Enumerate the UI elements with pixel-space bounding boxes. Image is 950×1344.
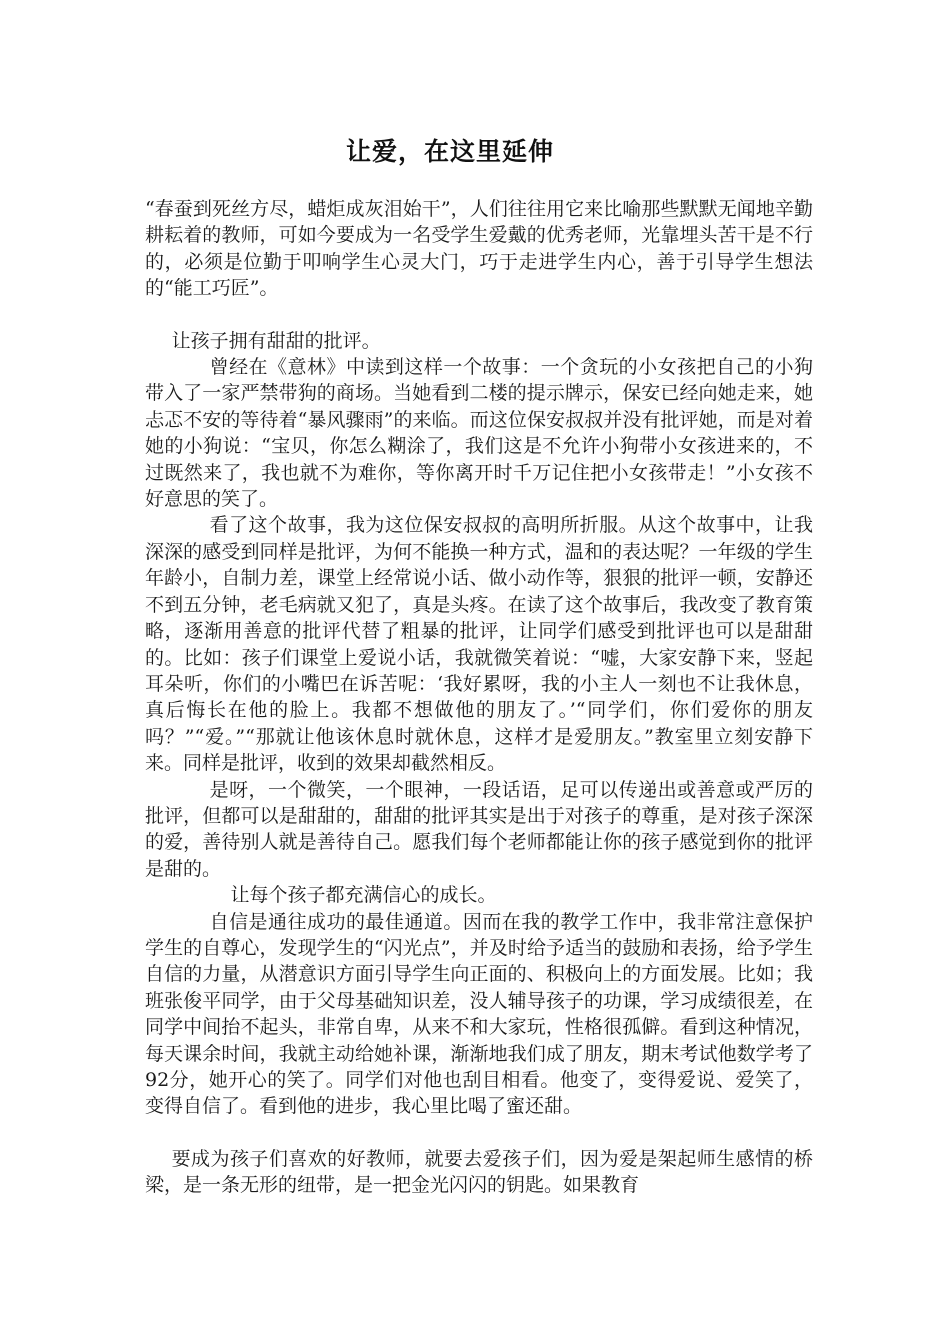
section-heading-1: 让孩子拥有甜甜的批评。 xyxy=(171,329,381,352)
summary-paragraph: 是呀，一个微笑，一个眼神，一段话语，足可以传递出或善意或严厉的批评，但都可以是甜甜的，甜甜的批评其实是出于对孩子的尊重，是对孩子深深的爱，善待别人就是善待自己。愿我们每个老师都能让你的孩子感觉到你的批评是甜的。 xyxy=(145,778,813,880)
reflection-paragraph: 看了这个故事，我为这位保安叔叔的高明所折服。从这个故事中，让我深深的感受到同样是批评，为何不能换一种方式，温和的表达呢？一年级的学生年龄小，自制力差，课堂上经常说小话、做小动作等，狠狠的批评一顿，安静还不到五分钟，老毛病就又犯了，真是头疼。在读了这个故事后，我改变了教育策略，逐渐用善意的批评代替了粗暴的批评，让同学们感受到批评也可以是甜甜的。比如：孩子们课堂上爱说小话，我就微笑着说：“嘘，大家安静下来，竖起耳朵听，你们的小嘴巴在诉苦呢：‘我好累呀，我的小主人一刻也不让我休息，真后悔长在他的脸上。我都不想做他的朋友了。’“同学们，你们爱你的朋友吗？”“爱。”“那就让他该休息时就休息，这样才是爱朋友。”教室里立刻安静下来。同样是批评，收到的效果却截然相反。 xyxy=(145,514,813,775)
intro-paragraph: “春蚕到死丝方尽，蜡炬成灰泪始干”，人们往往用它来比喻那些默默无闻地辛勤耕耘着的教师，可如今要成为一名受学生爱戴的优秀老师，光靠埋头苦干是不行的，必须是位勤于叩响学生心灵大门，巧于走进学生内心，善于引导学生想法的“能工巧匠”。 xyxy=(145,198,813,300)
paragraph-gap xyxy=(145,302,813,328)
paragraph-gap xyxy=(145,1120,813,1146)
document-body xyxy=(145,196,813,1199)
section-heading-2: 让每个孩子都充满信心的成长。 xyxy=(230,884,497,907)
confidence-paragraph: 自信是通往成功的最佳通道。因而在我的教学工作中，我非常注意保护学生的自尊心，发现学生的“闪光点”，并及时给予适当的鼓励和表扬，给予学生自信的力量，从潜意识方面引导学生向正面的、积极向上的方面发展。比如；我班张俊平同学，由于父母基础知识差，没人辅导孩子的功课，学习成绩很差，在同学中间抬不起头，非常自卑，从来不和大家玩，性格很孤僻。看到这种情况，每天课余时间，我就主动给她补课，渐渐地我们成了朋友，期末考试他数学考了92分，她开心的笑了。同学们对他也刮目相看。他变了，变得爱说、爱笑了，变得自信了。看到他的进步，我心里比喝了蜜还甜。 xyxy=(145,910,813,1118)
closing-paragraph: 要成为孩子们喜欢的好教师，就要去爱孩子们，因为爱是架起师生感情的桥梁，是一条无形的纽带，是一把金光闪闪的钥匙。如果教育 xyxy=(145,1147,813,1197)
page-title: 让爱，在这里延伸 xyxy=(345,137,554,166)
story-paragraph: 曾经在《意林》中读到这样一个故事：一个贪玩的小女孩把自己的小狗带入了一家严禁带狗的商场。当她看到二楼的提示牌示，保安已经向她走来，她忐忑不安的等待着“暴风骤雨”的来临。而这位保安叔叔并没有批评她，而是对着她的小狗说：“宝贝，你怎么糊涂了，我们这是不允许小狗带小女孩进来的，不过既然来了，我也就不为难你，等你离开时千万记住把小女孩带走！”小女孩不好意思的笑了。 xyxy=(145,356,813,511)
